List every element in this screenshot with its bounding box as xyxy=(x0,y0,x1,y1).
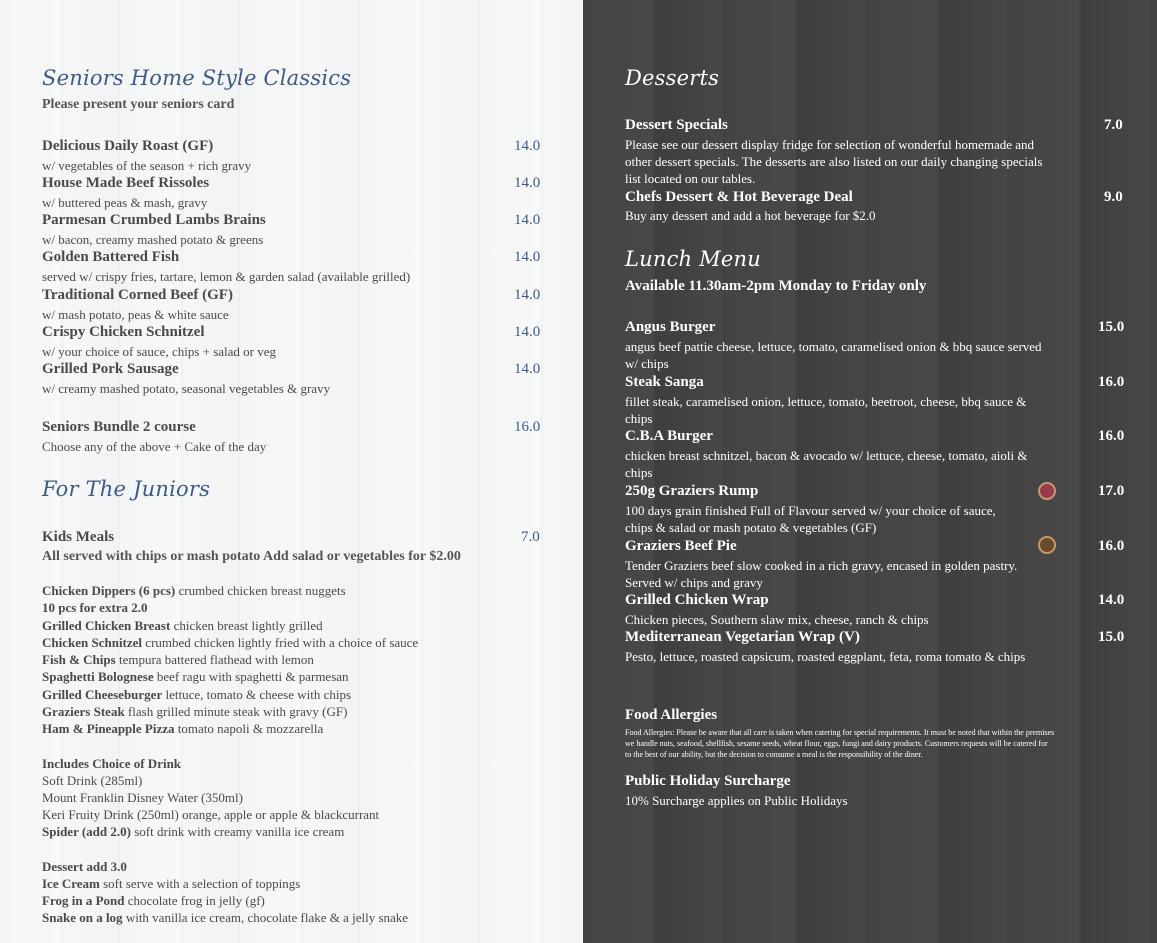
kids-meal-line: Fish & Chips tempura battered flathead with lemon xyxy=(42,652,314,667)
menu-item-desc: w/ mash potato, peas & white sauce xyxy=(42,307,229,322)
menu-item-name: Delicious Daily Roast (GF) xyxy=(42,138,214,154)
drink-line: Keri Fruity Drink (250ml) orange, apple or apple & blackcurrant xyxy=(42,807,380,822)
menu-item-price: 9.0 xyxy=(1104,189,1123,205)
menu-item-name: House Made Beef Rissoles xyxy=(42,175,210,191)
seniors-heading: Seniors Home Style Classics xyxy=(42,66,352,90)
juniors-heading: For The Juniors xyxy=(42,477,211,501)
menu-item-price: 16.0 xyxy=(1098,374,1125,390)
menu-item-desc: angus beef pattie cheese, lettuce, tomato, caramelised onion & bbq sauce served w/ chips xyxy=(625,339,1042,371)
menu-item-desc: w/ bacon, creamy mashed potato & greens xyxy=(42,232,264,247)
menu-item-desc: chicken breast schnitzel, bacon & avocado w/ lettuce, cheese, tomato, aioli & chips xyxy=(625,448,1028,480)
menu-item-price: 16.0 xyxy=(1098,538,1125,554)
kids-meals-title: Kids Meals xyxy=(42,529,115,545)
menu-item-price: 17.0 xyxy=(1098,483,1125,499)
drinks-title: Includes Choice of Drink xyxy=(42,756,182,771)
menu-item-desc: w/ vegetables of the season + rich gravy xyxy=(42,158,252,173)
kids-meals-note: All served with chips or mash potato Add salad or vegetables for $2.00 xyxy=(42,549,461,564)
menu-item-price: 16.0 xyxy=(1098,428,1125,444)
graziers-badge-icon xyxy=(1038,482,1056,500)
menu-item-desc: w/ buttered peas & mash, gravy xyxy=(42,195,208,210)
menu-item-desc: Pesto, lettuce, roasted capsicum, roasted eggplant, feta, roma tomato & chips xyxy=(625,649,1026,664)
bundle-price: 16.0 xyxy=(514,419,541,435)
menu-item-price: 14.0 xyxy=(1098,592,1125,608)
menu-item-price: 14.0 xyxy=(514,138,541,154)
lunch-subheading: Available 11.30am-2pm Monday to Friday only xyxy=(625,278,927,294)
menu-item-desc: Chicken pieces, Southern slaw mix, cheese, ranch & chips xyxy=(625,612,929,627)
desserts-heading: Desserts xyxy=(625,66,720,90)
menu-item-desc: 100 days grain finished Full of Flavour served w/ your choice of sauce, chips & salad or mash potato & vegetables (GF) xyxy=(625,503,996,535)
kids-dessert-line: Ice Cream soft serve with a selection of toppings xyxy=(42,876,301,891)
drink-line: Mount Franklin Disney Water (350ml) xyxy=(42,790,243,805)
menu-item-price: 14.0 xyxy=(514,361,541,377)
menu-item-name: Grilled Pork Sausage xyxy=(42,361,179,377)
menu-item-name: 250g Graziers Rump xyxy=(625,483,759,499)
kids-meal-line: Spaghetti Bolognese beef ragu with spaghetti & parmesan xyxy=(42,669,349,684)
menu-item-desc: Please see our dessert display fridge for selection of wonderful homemade and other dessert specials. The desserts are also listed on our daily changing specials list located on our tables. xyxy=(625,137,1043,186)
menu-item-desc: w/ creamy mashed potato, seasonal vegetables & gravy xyxy=(42,381,331,396)
menu-item-name: Crispy Chicken Schnitzel xyxy=(42,324,205,340)
menu-item-name: Golden Battered Fish xyxy=(42,249,180,265)
kids-meal-line: Chicken Schnitzel crumbed chicken lightly fried with a choice of sauce xyxy=(42,635,419,650)
menu-item-price: 14.0 xyxy=(514,287,541,303)
bundle-name: Seniors Bundle 2 course xyxy=(42,419,196,435)
lunch-heading: Lunch Menu xyxy=(625,247,761,271)
kids-meals-price: 7.0 xyxy=(521,529,540,545)
surcharge-title: Public Holiday Surcharge xyxy=(625,773,791,789)
allergies-title: Food Allergies xyxy=(625,707,718,723)
kids-meal-line: Grilled Cheeseburger lettuce, tomato & cheese with chips xyxy=(42,687,352,702)
menu-item-name: Traditional Corned Beef (GF) xyxy=(42,287,233,303)
kids-meal-line: Grilled Chicken Breast chicken breast lightly grilled xyxy=(42,618,323,633)
menu-item-price: 14.0 xyxy=(514,324,541,340)
dessert-add-title: Dessert add 3.0 xyxy=(42,859,127,874)
menu-item-desc: Tender Graziers beef slow cooked in a rich gravy, encased in golden pastry. Served w/ chips and gravy xyxy=(625,558,1018,590)
menu-item-price: 14.0 xyxy=(514,249,541,265)
kids-dessert-line: Snake on a log with vanilla ice cream, chocolate flake & a jelly snake xyxy=(42,910,409,925)
menu-item-price: 15.0 xyxy=(1098,629,1125,645)
drink-line: Soft Drink (285ml) xyxy=(42,773,143,788)
menu-item-price: 7.0 xyxy=(1104,117,1123,133)
menu-item-desc: Buy any dessert and add a hot beverage for $2.0 xyxy=(625,208,876,223)
kids-meal-line: Graziers Steak flash grilled minute steak with gravy (GF) xyxy=(42,704,348,719)
menu-item-price: 14.0 xyxy=(514,175,541,191)
menu-item-name: Mediterranean Vegetarian Wrap (V) xyxy=(625,629,860,645)
bundle-desc: Choose any of the above + Cake of the day xyxy=(42,439,267,454)
menu-item-name: Grilled Chicken Wrap xyxy=(625,592,769,608)
menu-item-name: C.B.A Burger xyxy=(625,428,713,444)
menu-item-desc: served w/ crispy fries, tartare, lemon & garden salad (available grilled) xyxy=(42,269,411,284)
kids-meal-line: Ham & Pineapple Pizza tomato napoli & mozzarella xyxy=(42,721,324,736)
menu-item-price: 14.0 xyxy=(514,212,541,228)
menu-item-name: Dessert Specials xyxy=(625,117,728,133)
allergies-text: Food Allergies: Please be aware that all care is taken when catering for special requirements. It must be noted that within the premises we handle nuts, seafood, shellfish, sesame seeds, wheat flour, eggs, fungi and dairy products. Customers requests will be catered for to the best of our ability, but the decision to consume a meal is the responsibility of the diner. xyxy=(625,728,1055,759)
menu-item-name: Steak Sanga xyxy=(625,374,704,390)
menu-item-name: Chefs Dessert & Hot Beverage Deal xyxy=(625,189,853,205)
surcharge-text: 10% Surcharge applies on Public Holidays xyxy=(625,793,848,808)
menu-item-price: 15.0 xyxy=(1098,319,1125,335)
graziers-badge-icon xyxy=(1038,536,1056,554)
kids-dessert-line: Frog in a Pond chocolate frog in jelly (gf) xyxy=(42,893,265,908)
menu-item-name: Angus Burger xyxy=(625,319,716,335)
drink-line: Spider (add 2.0) soft drink with creamy vanilla ice cream xyxy=(42,824,345,839)
menu-item-desc: w/ your choice of sauce, chips + salad or veg xyxy=(42,344,277,359)
menu-item-desc: fillet steak, caramelised onion, lettuce, tomato, beetroot, cheese, bbq sauce & chips xyxy=(625,394,1027,426)
kids-meal-line: Chicken Dippers (6 pcs) crumbed chicken breast nuggets xyxy=(42,583,346,598)
menu-item-name: Graziers Beef Pie xyxy=(625,538,737,554)
right-panel xyxy=(583,0,1157,943)
kids-meal-line: 10 pcs for extra 2.0 xyxy=(42,600,148,615)
menu-item-name: Parmesan Crumbed Lambs Brains xyxy=(42,212,266,228)
seniors-subheading: Please present your seniors card xyxy=(42,97,235,112)
